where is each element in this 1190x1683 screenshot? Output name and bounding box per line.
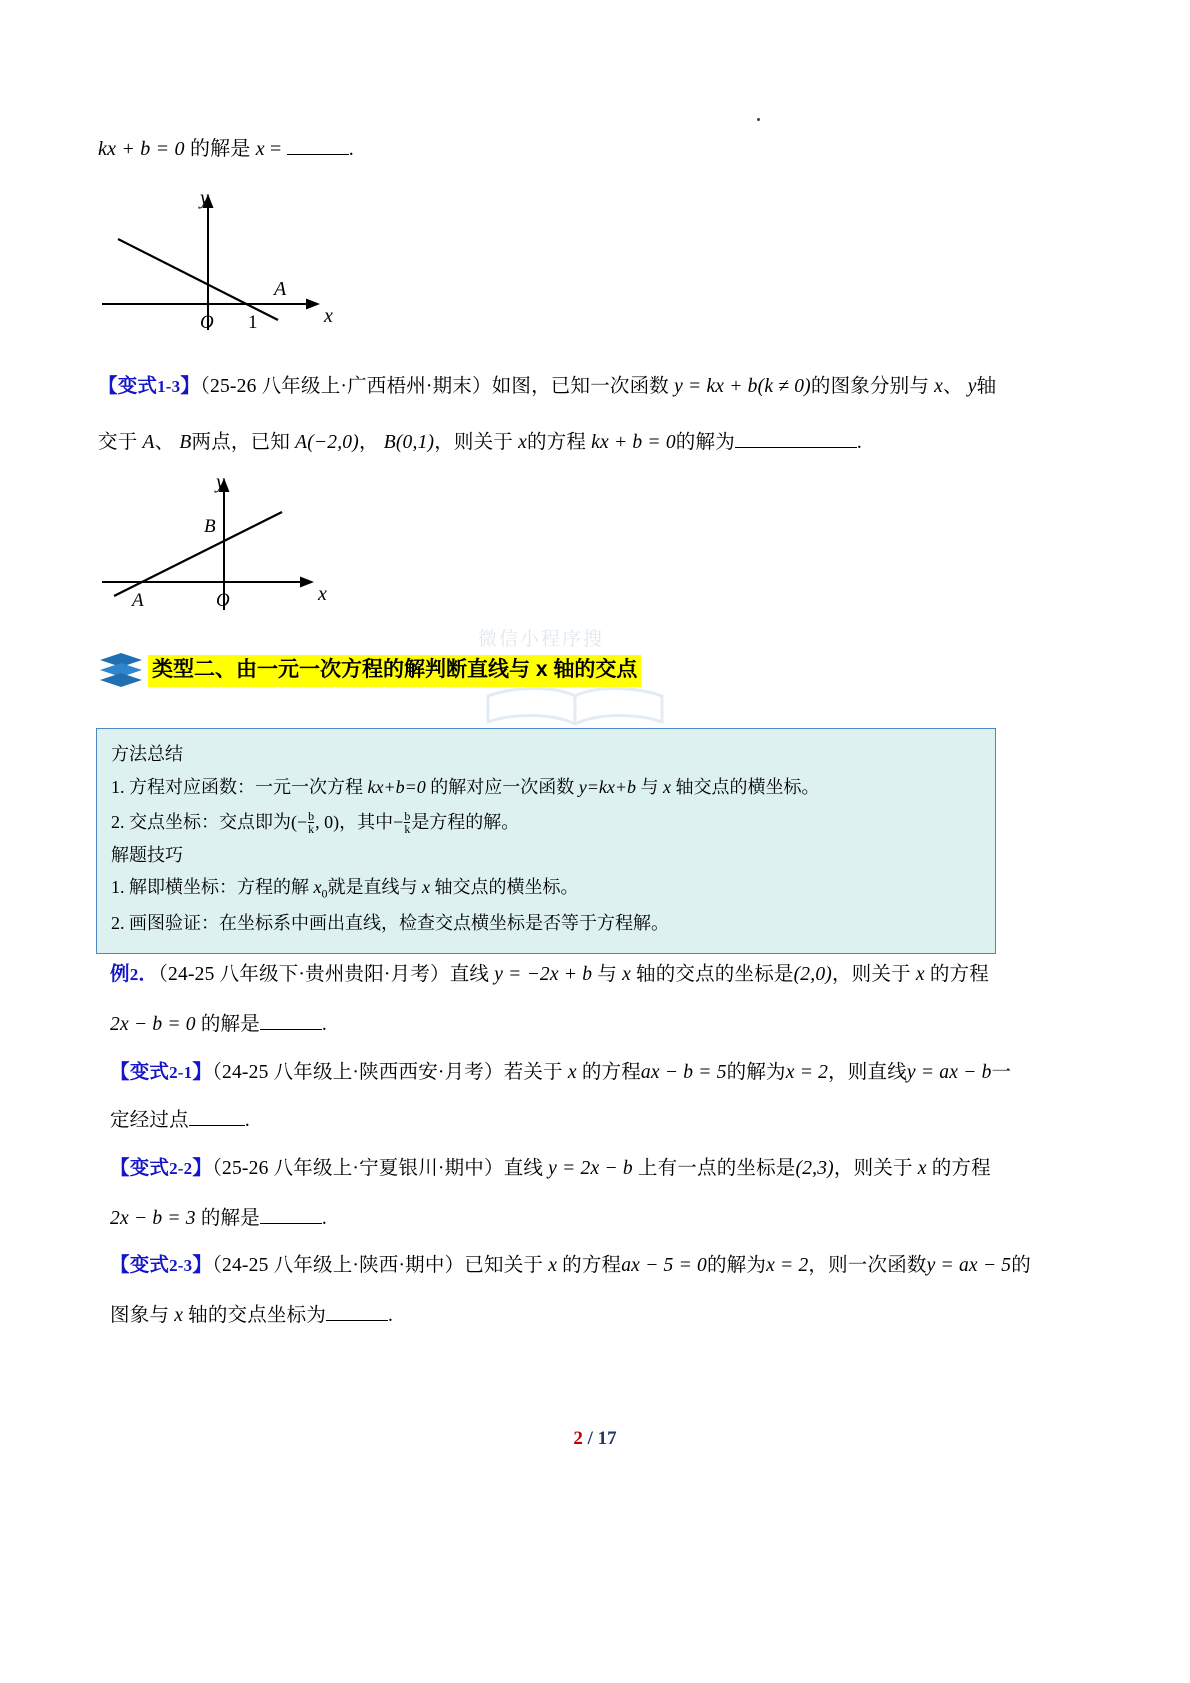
variant-2-2-l2-end: . — [321, 1208, 327, 1229]
fraction-b-over-k-1 — [308, 810, 314, 835]
variant-1-3-tag-close: 】 — [180, 376, 201, 397]
variant-2-3-a: 已知关于 — [464, 1255, 544, 1276]
variant-1-3-l2-d: ， — [358, 432, 379, 453]
fraction-numerator: b — [308, 808, 315, 823]
variant-1-3-l2-c: 两点，已知 — [191, 432, 291, 453]
variant-2-3-answer-blank[interactable] — [326, 1320, 388, 1321]
figure-2-x-label: x — [318, 583, 327, 605]
footer-current-page: 2 — [573, 1428, 583, 1449]
variant-1-3-l2-f: 的方程 — [526, 432, 587, 453]
page-footer — [0, 1428, 1190, 1450]
variant-2-3-e: 的 — [1011, 1255, 1031, 1276]
fraction-denominator: k — [308, 822, 315, 837]
method-item-4-text: 在坐标系中画出直线，检查交点横坐标是否等于方程解。 — [219, 913, 669, 934]
variant-2-2-line-1 — [98, 1156, 1110, 1182]
variant-2-1-expr-2: y = ax − b — [906, 1062, 992, 1083]
figure-2-coordinate-graph — [96, 470, 356, 620]
variant-2-1-d: ，则直线 — [828, 1062, 907, 1083]
variant-1-3-x: x — [934, 376, 944, 397]
variant-2-2-expr: y = 2x − b — [548, 1158, 633, 1179]
example-2-l2-end: . — [321, 1014, 327, 1035]
example-2-l2-a: 的解是 — [200, 1014, 260, 1035]
variant-1-3-source: （25-26 八年级上·广西梧州·期末） — [200, 376, 492, 397]
section-heading — [98, 650, 641, 692]
variant-1-3-point-b: B — [179, 432, 192, 453]
example-2-d: ，则关于 — [831, 964, 911, 985]
example-2-tag-dot: ． — [138, 964, 159, 985]
variant-2-1-line-1 — [98, 1060, 1110, 1086]
figure-1-origin-label: O — [200, 312, 214, 333]
method-item-3-num: 1. — [111, 877, 125, 898]
variant-2-3-tag-close: 】 — [192, 1255, 213, 1276]
method-item-2-b: , 0)，其中− — [315, 811, 404, 832]
figure-2-y-label: y — [216, 471, 225, 493]
variant-2-1-tag-close: 】 — [192, 1062, 213, 1083]
variant-1-3-l2-end: . — [856, 432, 862, 453]
method-item-2-a: 交点即为(− — [219, 811, 308, 832]
method-item-3-label: 解即横坐标： — [129, 877, 237, 898]
method-item-1-c: 与 — [640, 776, 659, 797]
variant-2-3-d: ，则一次函数 — [808, 1255, 927, 1276]
variant-1-3-answer-blank[interactable] — [735, 447, 857, 448]
variant-1-3-l2-e: ，则关于 — [434, 432, 514, 453]
fraction-b-over-k-2 — [404, 810, 410, 835]
variant-1-3-l2-a: 交于 — [98, 432, 138, 453]
method-heading-1: 方法总结 — [111, 744, 183, 764]
figure-2-svg — [96, 470, 356, 620]
variant-2-1-b: 的方程 — [581, 1062, 641, 1083]
method-summary-box — [96, 728, 996, 954]
watermark-text: 微信小程序搜 — [478, 629, 605, 650]
variant-2-1-e: 一 — [991, 1062, 1012, 1083]
variant-1-3-expr: y = kx + b — [674, 376, 758, 397]
variant-2-1-expr: ax − b = 5 — [640, 1062, 727, 1083]
example-2-tag-num: 2 — [129, 965, 139, 984]
variant-2-2-tag-num: 2-2 — [169, 1159, 193, 1178]
method-item-1-b: 的解对应一次函数 — [430, 776, 575, 797]
variant-2-3-x: x — [548, 1255, 558, 1276]
variant-2-1-l2-end: . — [244, 1110, 250, 1131]
method-item-3-c: 轴交点的横坐标。 — [434, 877, 579, 898]
figure-2-origin-label: O — [216, 590, 230, 611]
figure-1-y-label: y — [200, 187, 209, 209]
section-title: 类型二、由一元一次方程的解判断直线与 x 轴的交点 — [148, 655, 641, 686]
fraction-denominator-2: k — [404, 822, 411, 837]
example-2-c: 轴的交点的坐标是 — [636, 964, 794, 985]
variant-2-1-l2-a: 定经过点 — [110, 1110, 189, 1131]
example-2-answer-blank[interactable] — [260, 1029, 322, 1030]
variant-2-1-tag: 【变式 — [110, 1062, 170, 1083]
variant-1-3-l2-x: x — [518, 432, 527, 453]
method-item-4 — [111, 906, 981, 941]
open-book-watermark-icon — [480, 686, 670, 728]
variant-2-3-l2-end: . — [388, 1305, 394, 1326]
variant-2-3-l2-b: 轴的交点坐标为 — [188, 1305, 327, 1326]
example-2-line-2 — [98, 1012, 1110, 1038]
variant-1-3-l2-g: 的解为 — [675, 432, 735, 453]
variant-2-1-line-2 — [98, 1108, 1110, 1134]
page-artifact-dot — [757, 118, 760, 121]
footer-separator: / — [587, 1428, 593, 1449]
top-equation-var: x — [255, 138, 265, 160]
variant-2-2-d: 的方程 — [931, 1158, 991, 1179]
variant-2-2-equation: 2x − b = 3 — [110, 1208, 196, 1229]
figure-1-x-label: x — [324, 305, 333, 327]
variant-2-1-c: 的解为 — [726, 1062, 786, 1083]
method-item-1-a: 一元一次方程 — [255, 776, 363, 797]
variant-1-3-equation: kx + b = 0 — [591, 432, 676, 453]
top-equation-expr: kx + b = 0 — [98, 138, 185, 160]
example-2-tag: 例 — [110, 964, 130, 985]
figure-1-point-a-label: A — [274, 278, 287, 300]
variant-2-3-l2-a: 图象与 — [110, 1305, 170, 1326]
variant-2-3-b: 的方程 — [562, 1255, 622, 1276]
variant-2-2-source: （25-26 八年级上·宁夏银川·期中） — [212, 1158, 504, 1179]
variant-2-2-line-2 — [98, 1206, 1110, 1232]
variant-2-3-line-2 — [98, 1303, 1110, 1329]
method-item-3-x: x — [422, 877, 430, 898]
variant-2-3-tag-num: 2-3 — [169, 1256, 193, 1275]
method-item-4-label: 画图验证： — [129, 913, 219, 934]
variant-2-2-coord: (2,3) — [795, 1158, 834, 1179]
method-item-2-c: 是方程的解。 — [411, 811, 520, 832]
figure-2-point-b-label: B — [204, 516, 216, 537]
variant-1-3-text-d: 轴 — [976, 376, 997, 397]
variant-2-3-tag: 【变式 — [110, 1255, 170, 1276]
method-item-1-d: 轴交点的横坐标。 — [675, 776, 820, 797]
method-item-2-label: 交点坐标： — [129, 811, 219, 832]
figure-1-svg — [96, 182, 356, 342]
method-item-1-num: 1. — [111, 776, 125, 797]
variant-2-3-expr: ax − 5 = 0 — [621, 1255, 707, 1276]
variant-1-3-coord-b: B(0,1) — [383, 432, 435, 453]
variant-2-3-l2-x: x — [174, 1305, 184, 1326]
example-2-x2: x — [915, 964, 925, 985]
method-item-3-sub: 0 — [321, 886, 328, 901]
variant-2-3-c: 的解为 — [706, 1255, 767, 1276]
variant-2-2-x: x — [917, 1158, 927, 1179]
example-2-coord: (2,0) — [793, 964, 832, 985]
variant-1-3-line-1 — [98, 374, 1098, 400]
variant-1-3-coord-a: A(−2,0) — [295, 432, 359, 453]
example-2-expr: y = −2x + b — [494, 964, 593, 985]
variant-1-3-line-2 — [98, 430, 1098, 456]
example-2-line-1 — [98, 962, 1110, 988]
variant-2-2-c: ，则关于 — [833, 1158, 913, 1179]
variant-1-3-y: y — [967, 376, 977, 397]
method-item-3-b: 就是直线与 — [327, 877, 418, 898]
method-item-1-label: 方程对应函数： — [129, 776, 255, 797]
stacked-books-icon — [98, 651, 144, 691]
variant-2-2-a: 直线 — [503, 1158, 544, 1179]
example-2-x: x — [622, 964, 631, 985]
variant-2-1-x: x — [567, 1062, 577, 1083]
figure-1-coordinate-graph — [96, 182, 356, 342]
example-2-b: 与 — [597, 964, 617, 985]
answer-blank[interactable] — [287, 154, 349, 155]
variant-2-2-l2-a: 的解是 — [200, 1208, 260, 1229]
variant-1-3-tag-num: 1-3 — [157, 377, 181, 396]
variant-2-3-sol: x = 2 — [766, 1255, 809, 1276]
footer-total-pages: 17 — [597, 1428, 617, 1449]
variant-1-3-text-a: 如图，已知一次函数 — [491, 376, 669, 397]
fraction-numerator-2: b — [404, 808, 411, 823]
method-item-4-num: 2. — [111, 913, 125, 934]
variant-2-1-source: （24-25 八年级上·陕西西安·月考） — [212, 1062, 504, 1083]
example-2-equation: 2x − b = 0 — [110, 1014, 196, 1035]
variant-2-3-line-1 — [98, 1253, 1110, 1279]
figure-1-tick-label: 1 — [248, 312, 258, 333]
method-item-3-var: x — [313, 877, 322, 898]
example-2-e: 的方程 — [929, 964, 989, 985]
method-item-2 — [111, 805, 981, 840]
variant-2-1-a: 若关于 — [503, 1062, 563, 1083]
top-equation-eq: = — [270, 138, 282, 160]
variant-1-3-text-b: 的图象分别与 — [810, 376, 930, 397]
top-equation-line — [98, 136, 354, 163]
variant-1-3-text-c: 、 — [943, 376, 963, 397]
method-item-1-expr-b: y=kx+b — [578, 776, 637, 797]
top-equation-text: 的解是 — [189, 138, 251, 160]
variant-1-3-tag: 【变式 — [98, 376, 158, 397]
variant-1-3-cond: (k ≠ 0) — [757, 376, 811, 397]
method-item-1-x: x — [663, 776, 672, 797]
method-item-2-num: 2. — [111, 811, 125, 832]
method-item-1 — [111, 770, 981, 805]
example-2-source: （24-25 八年级下·贵州贵阳·月考） — [158, 964, 450, 985]
variant-2-2-answer-blank[interactable] — [260, 1223, 322, 1224]
figure-2-point-a-label: A — [132, 590, 144, 611]
example-2-a: 直线 — [449, 964, 490, 985]
method-heading-2: 解题技巧 — [111, 844, 183, 865]
variant-2-2-tag: 【变式 — [110, 1158, 170, 1179]
variant-2-3-expr-2: y = ax − 5 — [926, 1255, 1012, 1276]
variant-1-3-l2-b: 、 — [154, 432, 175, 453]
variant-2-2-b: 上有一点的坐标是 — [637, 1158, 796, 1179]
variant-2-1-sol: x = 2 — [785, 1062, 829, 1083]
variant-1-3-point-a: A — [142, 432, 155, 453]
variant-2-1-tag-num: 2-1 — [169, 1063, 193, 1082]
top-equation-period: . — [348, 138, 354, 160]
variant-2-3-source: （24-25 八年级上·陕西·期中） — [212, 1255, 465, 1276]
method-item-1-expr-a: kx+b=0 — [367, 776, 426, 797]
method-item-3-a: 方程的解 — [237, 877, 309, 898]
method-item-3 — [111, 870, 981, 906]
variant-2-2-tag-close: 】 — [192, 1158, 213, 1179]
variant-2-1-answer-blank[interactable] — [189, 1125, 245, 1126]
